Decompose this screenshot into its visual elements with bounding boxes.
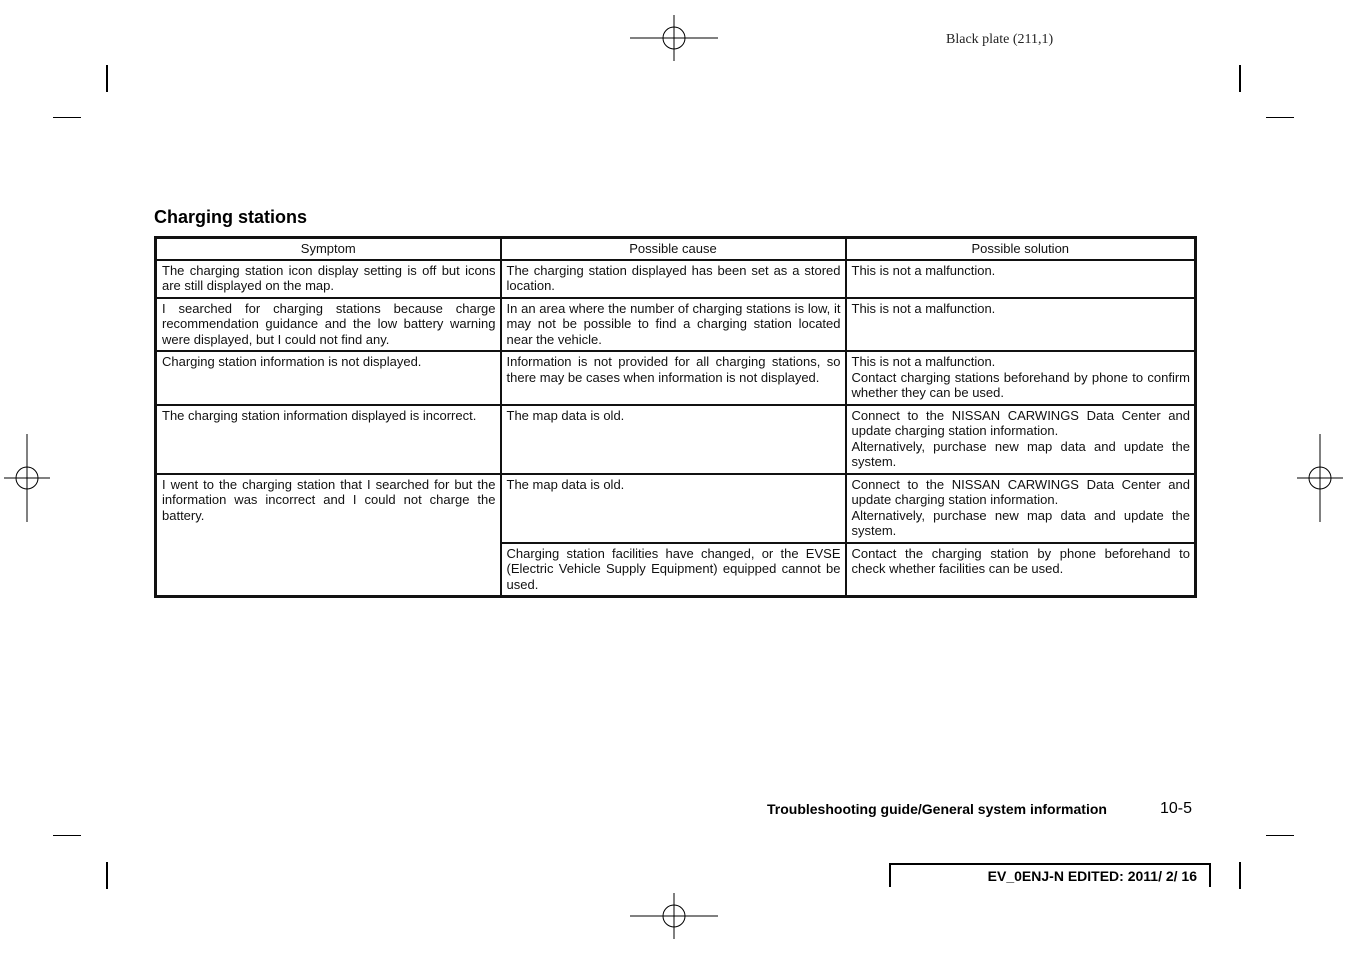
cause-cell: In an area where the number of charging stations is low, it may not be possible to find a charging station located near the vehicle. — [501, 298, 846, 352]
table-row — [156, 351, 1196, 405]
symptom-cell: Charging station information is not displayed. — [156, 351, 501, 405]
edit-stamp: EV_0ENJ-N EDITED: 2011/ 2/ 16 — [987, 868, 1197, 884]
crop-mark — [1266, 835, 1294, 836]
table-row — [156, 405, 1196, 474]
symptom-cell: I searched for charging stations because charge recommendation guidance and the low battery warning were displayed, but I could not find any. — [156, 298, 501, 352]
solution-line: This is not a malfunction. — [851, 300, 996, 316]
crop-mark — [106, 862, 108, 889]
header-possible-solution: Possible solution — [846, 238, 1196, 260]
symptom-cell: The charging station information displayed is incorrect. — [156, 405, 501, 474]
cause-cell: The charging station displayed has been set as a stored location. — [501, 260, 846, 298]
crop-mark — [53, 117, 81, 118]
registration-mark-top — [630, 15, 718, 63]
table-row — [156, 474, 1196, 543]
solution-cell — [846, 543, 1196, 597]
edit-stamp-box — [889, 863, 1211, 887]
section-title: Charging stations — [154, 207, 308, 227]
solution-cell — [846, 474, 1196, 543]
solution-line: This is not a malfunction. — [851, 262, 996, 278]
symptom-cell: I went to the charging station that I searched for but the information was incorrect and I could not charge the battery. — [156, 474, 501, 597]
crop-mark — [1239, 65, 1241, 92]
crop-mark — [1239, 862, 1241, 889]
table-header-row — [156, 238, 1196, 260]
header-symptom: Symptom — [156, 238, 501, 260]
solution-line: Alternatively, purchase new map data and update the system. — [851, 438, 1190, 469]
solution-line: Connect to the NISSAN CARWINGS Data Center and update charging station information. — [851, 407, 1190, 438]
solution-line: Alternatively, purchase new map data and update the system. — [851, 507, 1190, 538]
registration-mark-right — [1297, 434, 1345, 522]
crop-mark — [53, 835, 81, 836]
cause-cell: Charging station facilities have changed, or the EVSE (Electric Vehicle Supply Equipment) equipped cannot be used. — [501, 543, 846, 597]
crop-mark — [1266, 117, 1294, 118]
registration-mark-left — [4, 434, 52, 522]
crop-mark — [106, 65, 108, 92]
registration-mark-bottom — [630, 893, 718, 941]
symptom-cell: The charging station icon display setting is off but icons are still displayed on the map. — [156, 260, 501, 298]
solution-line: This is not a malfunction. — [851, 354, 996, 369]
troubleshooting-table — [154, 236, 1197, 598]
table-row — [156, 298, 1196, 352]
cause-cell: Information is not provided for all charging stations, so there may be cases when information is not displayed. — [501, 351, 846, 405]
solution-cell — [846, 298, 1196, 352]
solution-cell — [846, 405, 1196, 474]
solution-line: Connect to the NISSAN CARWINGS Data Center and update charging station information. — [851, 476, 1190, 507]
plate-label: Black plate (211,1) — [946, 32, 1054, 47]
solution-line: Contact the charging station by phone beforehand to check whether facilities can be used. — [851, 545, 1190, 576]
page-number: 10-5 — [1160, 800, 1193, 817]
solution-cell — [846, 260, 1196, 298]
cause-cell: The map data is old. — [501, 405, 846, 474]
cause-cell: The map data is old. — [501, 474, 846, 543]
footer-section-title: Troubleshooting guide/General system information — [767, 801, 1107, 817]
table-row — [156, 260, 1196, 298]
header-possible-cause: Possible cause — [501, 238, 846, 260]
solution-line: Contact charging stations beforehand by phone to confirm whether they can be used. — [851, 369, 1190, 400]
solution-cell — [846, 351, 1196, 405]
